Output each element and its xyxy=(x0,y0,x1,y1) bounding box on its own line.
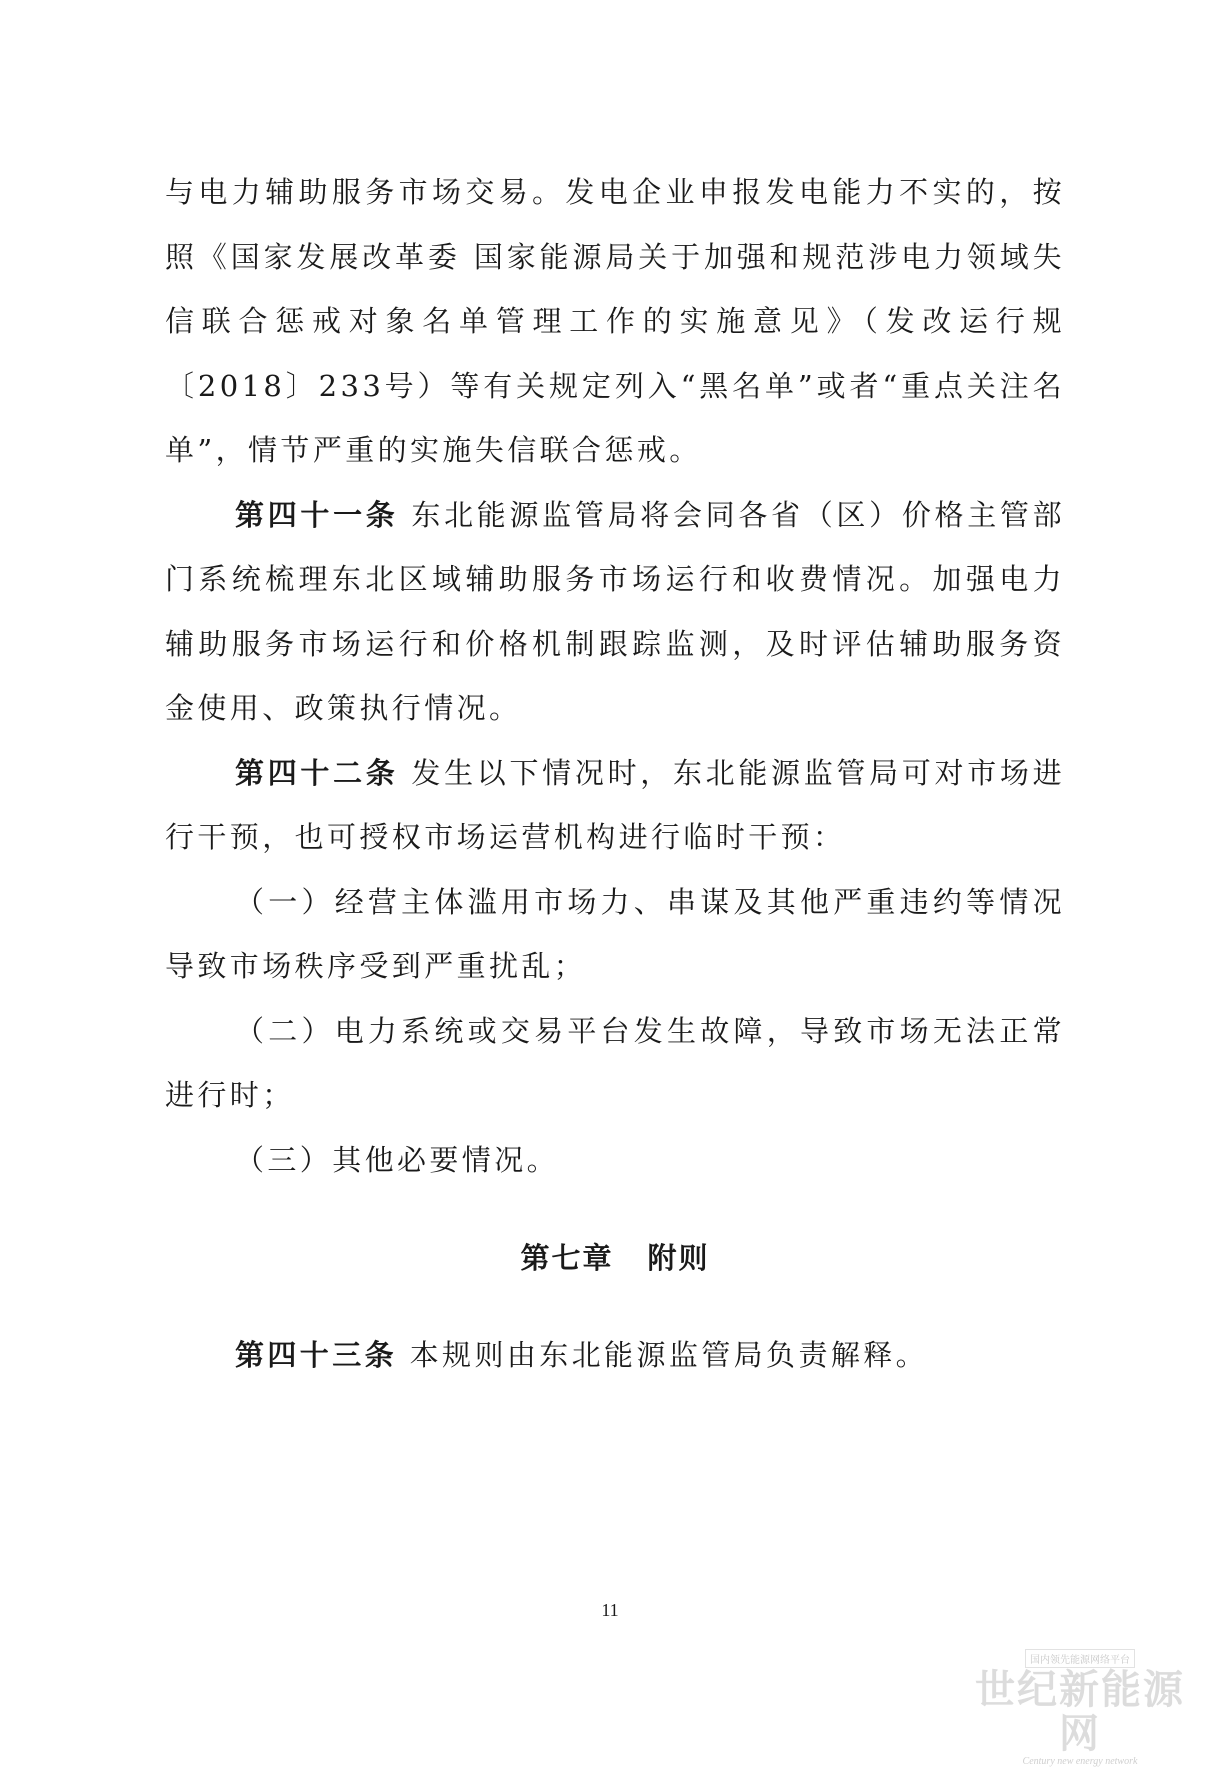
chapter-name: 附则 xyxy=(647,1241,710,1275)
article-41-title: 第四十一条 xyxy=(235,497,399,532)
watermark-name: 世纪新能源网 xyxy=(975,1667,1185,1757)
article-42-item-1: （一）经营主体滥用市场力、串谋及其他严重违约等情况导致市场秩序受到严重扰乱； xyxy=(165,884,1065,983)
document-body xyxy=(165,160,1065,1387)
article-41-body: 东北能源监管局将会同各省（区）价格主管部门系统梳理东北区域辅助服务市场运行和收费情况。加强电力辅助服务市场运行和价格机制跟踪监测，及时评估辅助服务资金使用、政策执行情况。 xyxy=(165,497,1065,725)
article-42-item-2: （二）电力系统或交易平台发生故障，导致市场无法正常进行时； xyxy=(165,1013,1065,1112)
article-43-body: 本规则由东北能源监管局负责解释。 xyxy=(409,1337,929,1372)
article-42 xyxy=(165,741,1065,870)
watermark-english: Century new energy network xyxy=(1022,1756,1138,1767)
watermark-logo xyxy=(965,1648,1195,1767)
chapter-heading xyxy=(165,1226,1065,1291)
article-42-title: 第四十二条 xyxy=(235,755,399,790)
article-42-item-3: （三）其他必要情况。 xyxy=(235,1142,560,1177)
paragraph-continuation: 与电力辅助服务市场交易。发电企业申报发电能力不实的，按照《国家发展改革委 国家能源局关于加强和规范涉电力领域失信联合惩戒对象名单管理工作的实施意见》（发改运行规〔2018〕233号）等有关规定列入“黑名单”或者“重点关注名单”，情节严重的实施失信联合惩戒。 xyxy=(165,175,1065,467)
page-number: 11 xyxy=(601,1600,619,1620)
article-41 xyxy=(165,483,1065,741)
watermark-tagline: 国内领先能源网络平台 xyxy=(1025,1649,1135,1668)
chapter-number: 第七章 xyxy=(520,1241,614,1275)
article-43-title: 第四十三条 xyxy=(235,1337,398,1372)
article-42-body: 发生以下情况时，东北能源监管局可对市场进行干预，也可授权市场运营机构进行临时干预： xyxy=(165,755,1065,854)
article-43 xyxy=(165,1323,1065,1388)
